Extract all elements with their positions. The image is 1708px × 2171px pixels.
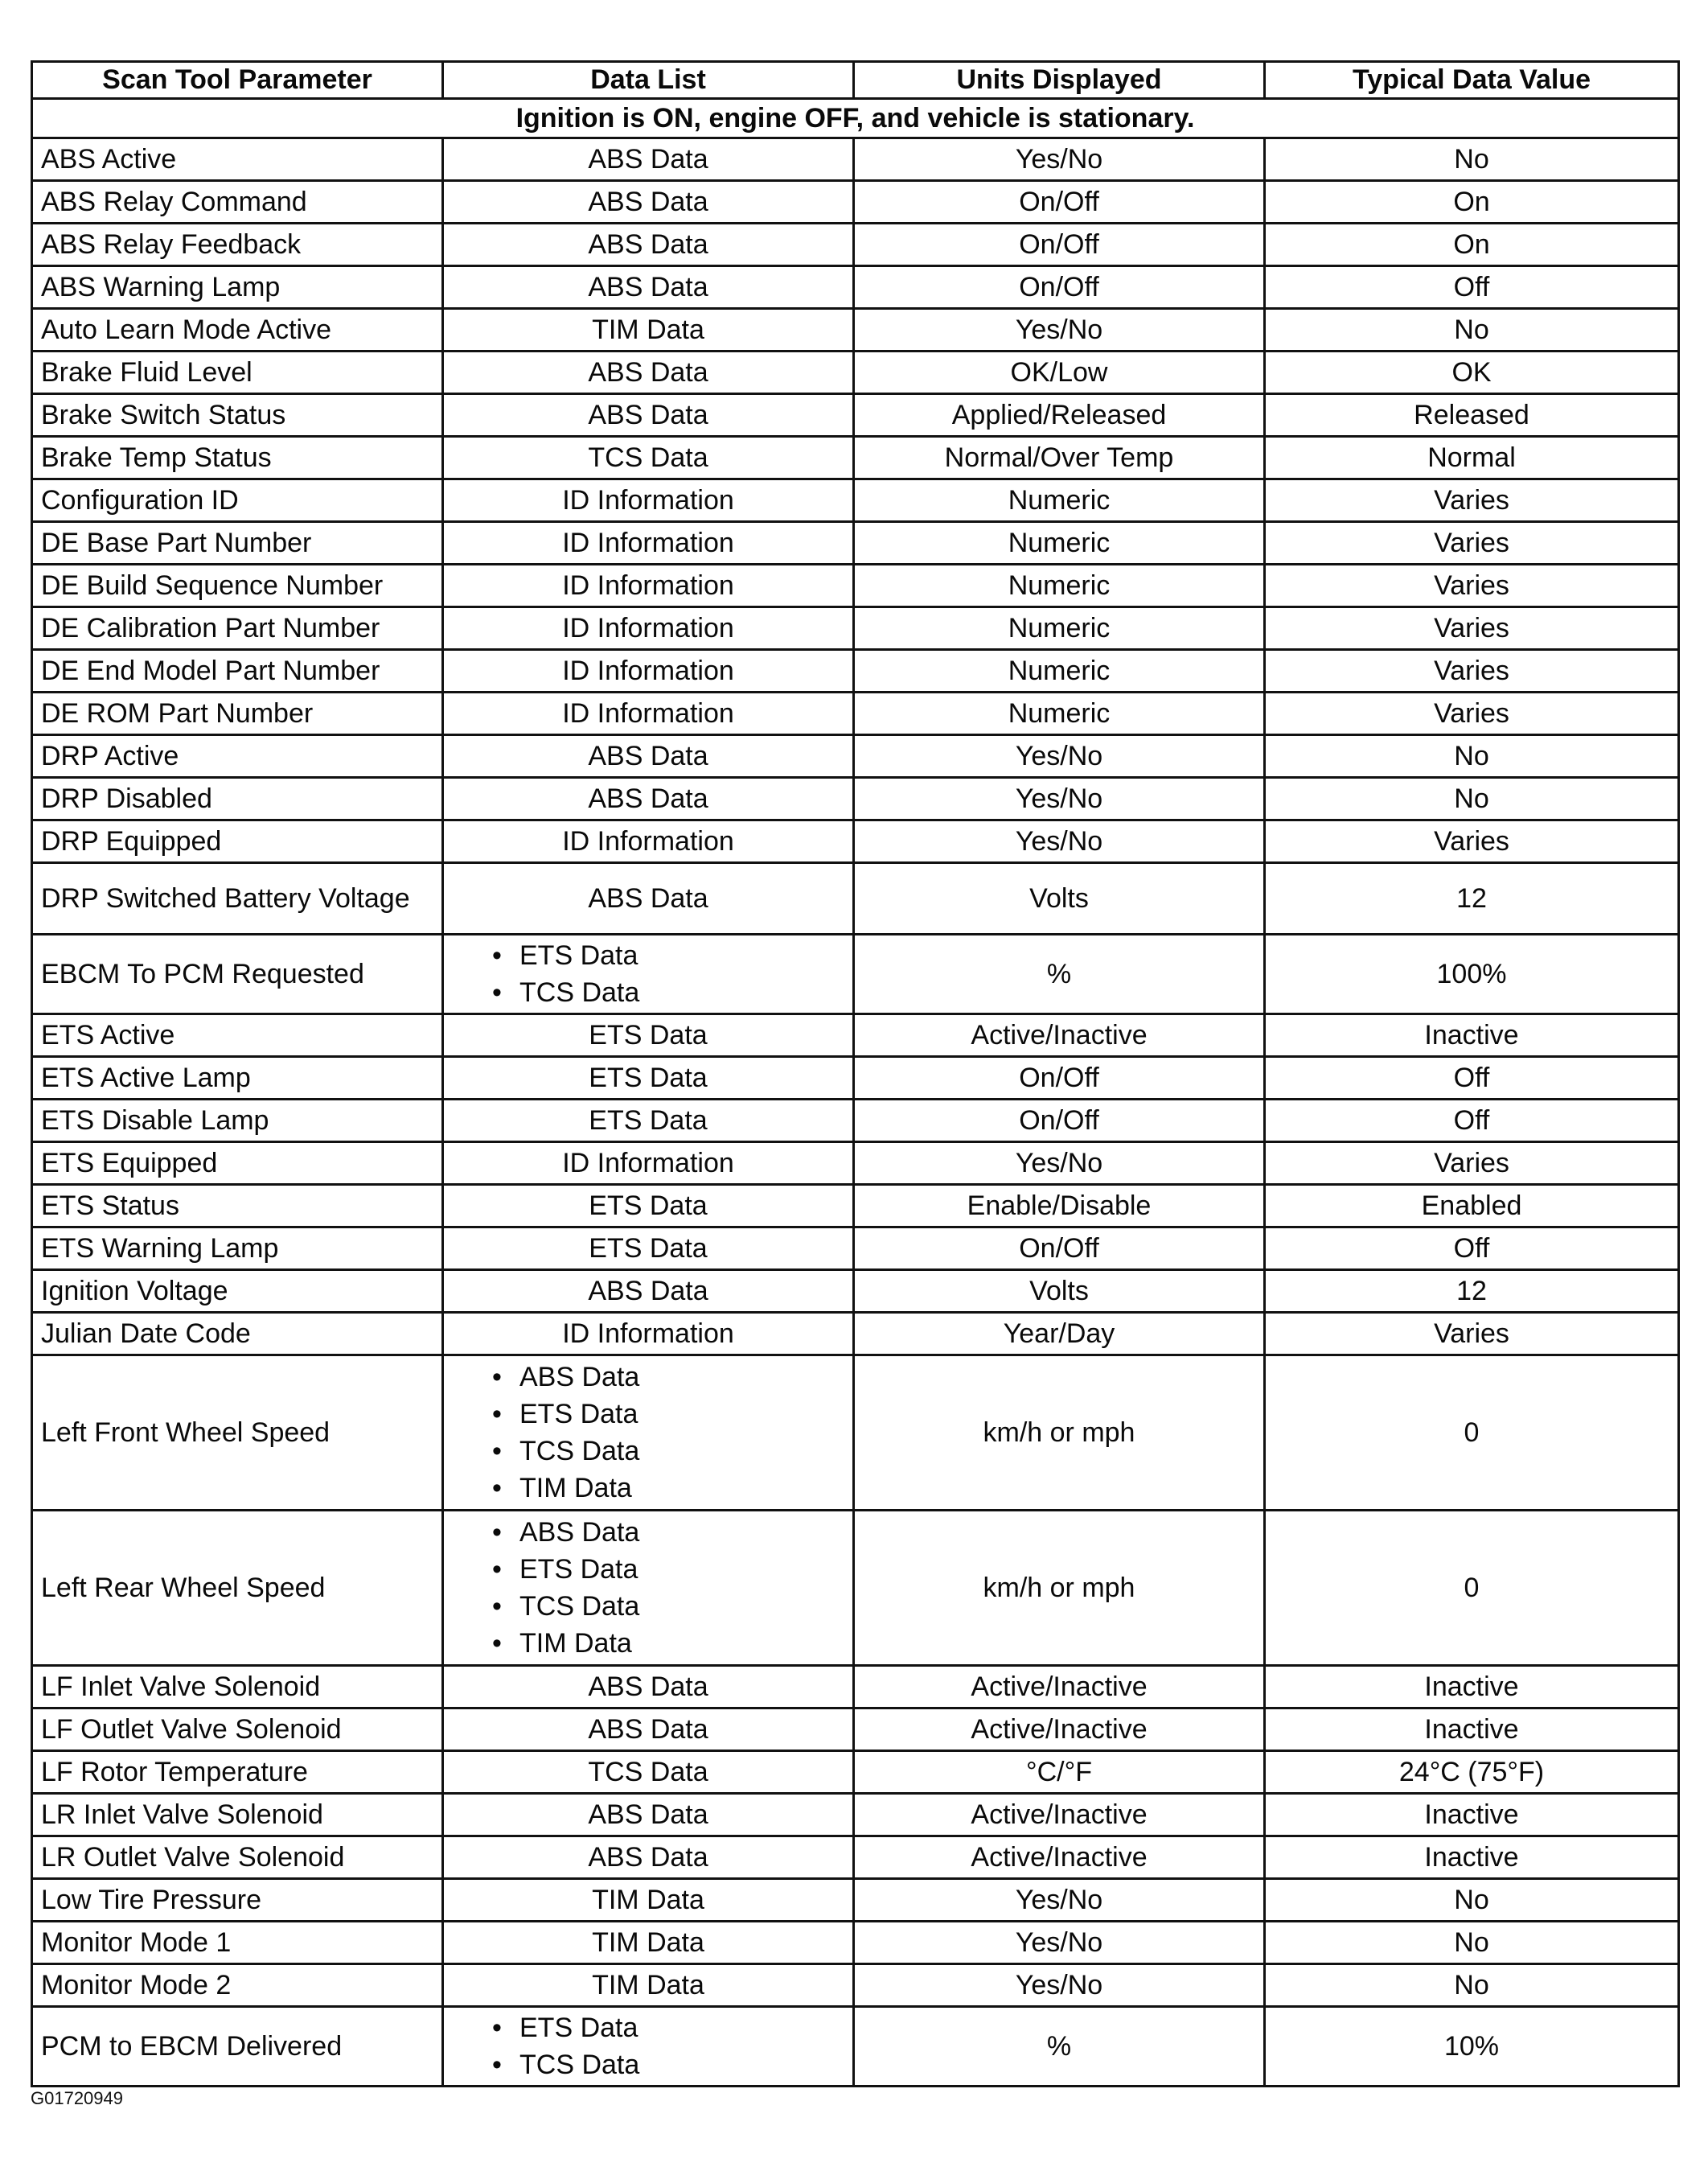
data-list-item: • TCS Data: [492, 1588, 844, 1625]
units-cell: On/Off: [854, 266, 1265, 309]
units-cell: Yes/No: [854, 820, 1265, 863]
data-list-cell: ID Information: [443, 607, 854, 650]
units-cell: OK/Low: [854, 352, 1265, 394]
data-list-cell: ABS Data: [443, 224, 854, 266]
units-cell: Enable/Disable: [854, 1185, 1265, 1227]
data-list-cell: ID Information: [443, 1313, 854, 1355]
data-list-cell: ID Information: [443, 479, 854, 522]
units-cell: Active/Inactive: [854, 1794, 1265, 1836]
parameter-cell: DE End Model Part Number: [32, 650, 443, 693]
typical-value-cell: No: [1265, 309, 1679, 352]
table-row: [32, 735, 1679, 778]
units-cell: Numeric: [854, 693, 1265, 735]
units-cell: Active/Inactive: [854, 1014, 1265, 1057]
units-cell: Yes/No: [854, 735, 1265, 778]
table-row: [32, 820, 1679, 863]
table-row: [32, 1666, 1679, 1708]
parameter-cell: Auto Learn Mode Active: [32, 309, 443, 352]
data-list-cell: TCS Data: [443, 437, 854, 479]
parameter-cell: Low Tire Pressure: [32, 1879, 443, 1922]
table-row: [32, 1313, 1679, 1355]
parameter-cell: LF Inlet Valve Solenoid: [32, 1666, 443, 1708]
parameter-cell: ABS Relay Feedback: [32, 224, 443, 266]
units-cell: Applied/Released: [854, 394, 1265, 437]
data-list-cell: ETS Data: [443, 1057, 854, 1100]
data-list-item: • ETS Data: [492, 2009, 844, 2046]
data-list-cell: TIM Data: [443, 1922, 854, 1964]
table-row: [32, 1270, 1679, 1313]
parameter-cell: Configuration ID: [32, 479, 443, 522]
table-row: [32, 1100, 1679, 1142]
parameter-cell: DE Base Part Number: [32, 522, 443, 565]
units-cell: On/Off: [854, 181, 1265, 224]
parameter-cell: EBCM To PCM Requested: [32, 935, 443, 1014]
typical-value-cell: No: [1265, 778, 1679, 820]
typical-value-cell: No: [1265, 1922, 1679, 1964]
data-list-cell: ABS Data: [443, 1794, 854, 1836]
data-list-cell: TIM Data: [443, 309, 854, 352]
parameter-cell: ETS Warning Lamp: [32, 1227, 443, 1270]
table-row: [32, 1964, 1679, 2007]
units-cell: °C/°F: [854, 1751, 1265, 1794]
table-row: [32, 266, 1679, 309]
parameter-cell: DE ROM Part Number: [32, 693, 443, 735]
data-list-cell: ID Information: [443, 820, 854, 863]
parameter-cell: DRP Active: [32, 735, 443, 778]
data-list-cell: TCS Data: [443, 1751, 854, 1794]
table-row: [32, 1014, 1679, 1057]
parameter-cell: LF Outlet Valve Solenoid: [32, 1708, 443, 1751]
table-header-row: [32, 62, 1679, 99]
table-row: [32, 394, 1679, 437]
data-list-item: • TIM Data: [492, 1470, 844, 1507]
typical-value-cell: Normal: [1265, 437, 1679, 479]
typical-value-cell: Inactive: [1265, 1014, 1679, 1057]
typical-value-cell: Varies: [1265, 607, 1679, 650]
data-list-item: • ABS Data: [492, 1359, 844, 1396]
data-list-item: • TCS Data: [492, 974, 844, 1011]
typical-value-cell: Varies: [1265, 1142, 1679, 1185]
typical-value-cell: 10%: [1265, 2007, 1679, 2087]
condition-banner: Ignition is ON, engine OFF, and vehicle is stationary.: [32, 99, 1679, 138]
data-list-cell: ETS Data: [443, 1227, 854, 1270]
typical-value-cell: Off: [1265, 1057, 1679, 1100]
data-list-cell: ABS Data: [443, 778, 854, 820]
parameter-cell: Julian Date Code: [32, 1313, 443, 1355]
units-cell: Active/Inactive: [854, 1836, 1265, 1879]
table-row: [32, 650, 1679, 693]
units-cell: Yes/No: [854, 309, 1265, 352]
table-row: [32, 1511, 1679, 1666]
parameter-cell: ETS Active Lamp: [32, 1057, 443, 1100]
units-cell: Yes/No: [854, 138, 1265, 181]
data-list-item: • TCS Data: [492, 1433, 844, 1470]
table-row: [32, 522, 1679, 565]
units-cell: Active/Inactive: [854, 1666, 1265, 1708]
table-row: [32, 2007, 1679, 2087]
units-cell: %: [854, 935, 1265, 1014]
table-row: [32, 1922, 1679, 1964]
typical-value-cell: Inactive: [1265, 1836, 1679, 1879]
table-row: [32, 1142, 1679, 1185]
units-cell: Numeric: [854, 565, 1265, 607]
typical-value-cell: Inactive: [1265, 1794, 1679, 1836]
typical-value-cell: 0: [1265, 1511, 1679, 1666]
data-list-cell: [443, 1511, 854, 1666]
units-cell: On/Off: [854, 1100, 1265, 1142]
units-cell: Yes/No: [854, 1879, 1265, 1922]
parameter-cell: DRP Switched Battery Voltage: [32, 863, 443, 935]
table-row: [32, 1794, 1679, 1836]
parameter-cell: Brake Fluid Level: [32, 352, 443, 394]
parameter-cell: Brake Switch Status: [32, 394, 443, 437]
parameter-cell: Monitor Mode 1: [32, 1922, 443, 1964]
typical-value-cell: Released: [1265, 394, 1679, 437]
units-cell: Numeric: [854, 650, 1265, 693]
data-list-cell: ABS Data: [443, 1836, 854, 1879]
typical-value-cell: Varies: [1265, 693, 1679, 735]
typical-value-cell: 100%: [1265, 935, 1679, 1014]
table-row: [32, 1879, 1679, 1922]
typical-value-cell: No: [1265, 1964, 1679, 2007]
data-list-cell: ETS Data: [443, 1100, 854, 1142]
parameter-cell: ABS Active: [32, 138, 443, 181]
data-list-item: • ETS Data: [492, 1551, 844, 1588]
parameter-cell: Left Front Wheel Speed: [32, 1355, 443, 1511]
data-list-item: • ABS Data: [492, 1514, 844, 1551]
typical-value-cell: No: [1265, 138, 1679, 181]
parameter-cell: Ignition Voltage: [32, 1270, 443, 1313]
units-cell: km/h or mph: [854, 1355, 1265, 1511]
data-list-cell: ETS Data: [443, 1014, 854, 1057]
data-list-cell: ABS Data: [443, 266, 854, 309]
data-list-bullets: [452, 1359, 844, 1507]
table-row: [32, 863, 1679, 935]
data-list-cell: ID Information: [443, 693, 854, 735]
table-row: [32, 1057, 1679, 1100]
table-row: [32, 479, 1679, 522]
data-list-cell: ABS Data: [443, 352, 854, 394]
typical-value-cell: Varies: [1265, 650, 1679, 693]
table-row: [32, 224, 1679, 266]
units-cell: On/Off: [854, 224, 1265, 266]
data-list-cell: ID Information: [443, 522, 854, 565]
typical-value-cell: Inactive: [1265, 1708, 1679, 1751]
units-cell: Yes/No: [854, 1922, 1265, 1964]
data-list-cell: TIM Data: [443, 1964, 854, 2007]
parameter-cell: Brake Temp Status: [32, 437, 443, 479]
parameter-cell: ETS Equipped: [32, 1142, 443, 1185]
typical-value-cell: 12: [1265, 1270, 1679, 1313]
typical-value-cell: Varies: [1265, 479, 1679, 522]
data-list-cell: TIM Data: [443, 1879, 854, 1922]
units-cell: On/Off: [854, 1227, 1265, 1270]
data-list-cell: ABS Data: [443, 1708, 854, 1751]
data-list-cell: ABS Data: [443, 1270, 854, 1313]
parameter-cell: Left Rear Wheel Speed: [32, 1511, 443, 1666]
table-row: [32, 352, 1679, 394]
table-row: [32, 309, 1679, 352]
data-list-cell: [443, 2007, 854, 2087]
table-row: [32, 1708, 1679, 1751]
units-cell: Active/Inactive: [854, 1708, 1265, 1751]
units-cell: Yes/No: [854, 1964, 1265, 2007]
table-row: [32, 1751, 1679, 1794]
table-row: [32, 1355, 1679, 1511]
parameter-cell: ETS Active: [32, 1014, 443, 1057]
table-row: [32, 181, 1679, 224]
parameter-cell: DRP Disabled: [32, 778, 443, 820]
data-list-cell: [443, 1355, 854, 1511]
data-list-cell: ABS Data: [443, 181, 854, 224]
typical-value-cell: Varies: [1265, 1313, 1679, 1355]
condition-banner-row: [32, 99, 1679, 138]
data-list-item: • TCS Data: [492, 2046, 844, 2083]
typical-value-cell: Off: [1265, 1227, 1679, 1270]
table-row: [32, 1227, 1679, 1270]
units-cell: Numeric: [854, 522, 1265, 565]
typical-value-cell: Inactive: [1265, 1666, 1679, 1708]
data-list-cell: ABS Data: [443, 863, 854, 935]
typical-value-cell: Varies: [1265, 565, 1679, 607]
typical-value-cell: OK: [1265, 352, 1679, 394]
typical-value-cell: 12: [1265, 863, 1679, 935]
data-list-cell: ID Information: [443, 650, 854, 693]
units-cell: Normal/Over Temp: [854, 437, 1265, 479]
table-row: [32, 138, 1679, 181]
scan-tool-parameter-table: [31, 60, 1680, 2087]
units-cell: Numeric: [854, 607, 1265, 650]
units-cell: Volts: [854, 1270, 1265, 1313]
table-row: [32, 1185, 1679, 1227]
data-list-cell: ABS Data: [443, 1666, 854, 1708]
column-header: Units Displayed: [854, 62, 1265, 99]
typical-value-cell: Off: [1265, 1100, 1679, 1142]
data-list-cell: ID Information: [443, 565, 854, 607]
column-header: Typical Data Value: [1265, 62, 1679, 99]
parameter-cell: DRP Equipped: [32, 820, 443, 863]
units-cell: km/h or mph: [854, 1511, 1265, 1666]
units-cell: Volts: [854, 863, 1265, 935]
data-list-item: • TIM Data: [492, 1625, 844, 1662]
table-row: [32, 565, 1679, 607]
data-list-cell: ABS Data: [443, 394, 854, 437]
typical-value-cell: 0: [1265, 1355, 1679, 1511]
data-list-cell: ID Information: [443, 1142, 854, 1185]
data-list-cell: ABS Data: [443, 735, 854, 778]
table-row: [32, 778, 1679, 820]
parameter-cell: ABS Relay Command: [32, 181, 443, 224]
figure-id: G01720949: [31, 2088, 123, 2108]
table-row: [32, 437, 1679, 479]
typical-value-cell: No: [1265, 1879, 1679, 1922]
parameter-cell: ETS Status: [32, 1185, 443, 1227]
parameter-cell: DE Build Sequence Number: [32, 565, 443, 607]
table-row: [32, 607, 1679, 650]
column-header: Data List: [443, 62, 854, 99]
units-cell: %: [854, 2007, 1265, 2087]
units-cell: Year/Day: [854, 1313, 1265, 1355]
parameter-cell: PCM to EBCM Delivered: [32, 2007, 443, 2087]
units-cell: On/Off: [854, 1057, 1265, 1100]
table-row: [32, 1836, 1679, 1879]
typical-value-cell: No: [1265, 735, 1679, 778]
typical-value-cell: 24°C (75°F): [1265, 1751, 1679, 1794]
parameter-cell: LF Rotor Temperature: [32, 1751, 443, 1794]
data-list-cell: ETS Data: [443, 1185, 854, 1227]
data-list-cell: [443, 935, 854, 1014]
data-list-item: • ETS Data: [492, 937, 844, 974]
data-list-cell: ABS Data: [443, 138, 854, 181]
units-cell: Yes/No: [854, 1142, 1265, 1185]
units-cell: Numeric: [854, 479, 1265, 522]
column-header: Scan Tool Parameter: [32, 62, 443, 99]
parameter-cell: ETS Disable Lamp: [32, 1100, 443, 1142]
data-list-bullets: [452, 937, 844, 1011]
parameter-cell: LR Outlet Valve Solenoid: [32, 1836, 443, 1879]
units-cell: Yes/No: [854, 778, 1265, 820]
typical-value-cell: Enabled: [1265, 1185, 1679, 1227]
data-list-bullets: [452, 1514, 844, 1662]
typical-value-cell: On: [1265, 181, 1679, 224]
data-list-bullets: [452, 2009, 844, 2083]
data-list-item: • ETS Data: [492, 1396, 844, 1433]
typical-value-cell: Varies: [1265, 522, 1679, 565]
table-row: [32, 935, 1679, 1014]
parameter-cell: LR Inlet Valve Solenoid: [32, 1794, 443, 1836]
typical-value-cell: Off: [1265, 266, 1679, 309]
parameter-cell: Monitor Mode 2: [32, 1964, 443, 2007]
parameter-cell: ABS Warning Lamp: [32, 266, 443, 309]
typical-value-cell: Varies: [1265, 820, 1679, 863]
parameter-cell: DE Calibration Part Number: [32, 607, 443, 650]
typical-value-cell: On: [1265, 224, 1679, 266]
table-row: [32, 693, 1679, 735]
